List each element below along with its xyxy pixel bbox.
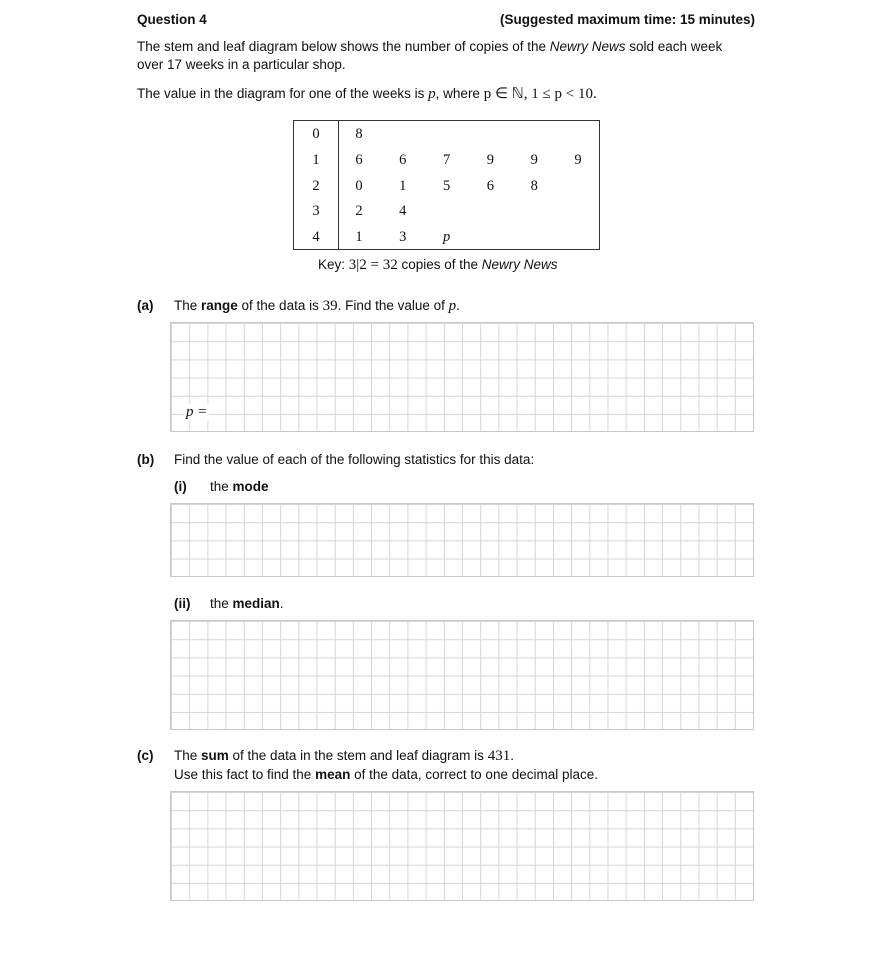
value-text: The value in the diagram for one of the weeks is <box>137 86 429 101</box>
answer-grid-a[interactable] <box>170 322 754 432</box>
leaf-value: 9 <box>486 151 495 168</box>
part-c-period: . <box>510 748 514 763</box>
part-b-i-label: (i) <box>174 479 187 494</box>
part-b-label: (b) <box>137 452 155 467</box>
question-title: Question 4 <box>137 12 207 27</box>
intro-line-2: over 17 weeks in a particular shop. <box>137 57 346 72</box>
part-a-text-mid: of the data is <box>237 298 323 313</box>
part-a-range: range <box>201 298 238 313</box>
leaf-unknown-p: p <box>442 229 451 246</box>
part-b-ii-median: median <box>232 596 280 611</box>
part-b-i-text: the <box>210 479 233 494</box>
suggested-time: (Suggested maximum time: 15 minutes) <box>500 12 756 27</box>
part-a-label: (a) <box>137 298 154 313</box>
part-b-ii-question <box>210 596 284 611</box>
key-text: copies of the <box>397 257 482 272</box>
part-a-text-post: . Find the value of <box>337 298 449 313</box>
leaf-value: 8 <box>530 177 538 194</box>
part-b-i-mode: mode <box>232 479 269 494</box>
part-b-ii-label: (ii) <box>174 596 191 611</box>
value-statement <box>137 84 597 103</box>
stem-value: 1 <box>312 151 320 168</box>
part-c-number: 431 <box>487 748 511 764</box>
leaf-value: 5 <box>442 177 451 194</box>
stem-value: 0 <box>312 126 320 142</box>
part-c-sum: sum <box>201 748 229 763</box>
part-c-mean: mean <box>315 767 351 782</box>
part-c-label: (c) <box>137 748 154 763</box>
leaf-value: 6 <box>486 177 495 194</box>
answer-grid-b-ii[interactable] <box>170 620 754 730</box>
part-a-text: The <box>174 298 202 313</box>
answer-grid-c[interactable] <box>170 791 754 901</box>
key-label: Key: <box>318 257 349 272</box>
leaf-value: 6 <box>399 151 407 168</box>
leaf-value: 4 <box>399 203 407 220</box>
stem-value: 3 <box>312 203 320 220</box>
intro-line-1 <box>137 39 722 54</box>
part-c-text-2-end: of the data, correct to one decimal place. <box>350 767 598 782</box>
part-b-question: Find the value of each of the following statistics for this data: <box>174 452 535 467</box>
leaf-value: 6 <box>355 151 363 168</box>
leaf-value: 8 <box>355 126 363 142</box>
key-newspaper: Newry News <box>481 257 558 272</box>
part-c-text-mid: of the data in the stem and leaf diagram is <box>228 748 488 763</box>
value-text-mid: , where <box>435 86 484 101</box>
stem-leaf-diagram <box>293 120 600 250</box>
variable-p: p <box>428 86 436 102</box>
leaf-value: 1 <box>355 229 363 246</box>
part-a-variable: p <box>448 298 457 314</box>
part-a-number: 39 <box>322 298 338 314</box>
value-condition: p ∈ ℕ, 1 ≤ p < 10. <box>483 86 597 102</box>
leaf-value: 1 <box>399 177 407 194</box>
part-c-line-1 <box>174 748 514 765</box>
part-b-i-question <box>210 479 269 494</box>
leaf-value: 7 <box>442 151 451 168</box>
leaf-value: 9 <box>530 151 538 168</box>
leaf-value: 0 <box>355 177 363 194</box>
part-c-line-2 <box>174 767 598 782</box>
leaf-value: 3 <box>399 229 407 246</box>
part-c-text: The <box>174 748 202 763</box>
leaf-value: 9 <box>574 151 582 168</box>
part-b-ii-text: the <box>210 596 233 611</box>
p-answer-label: p = <box>186 404 208 420</box>
intro-text-end: sold each week <box>625 39 723 54</box>
part-c-text-2: Use this fact to find the <box>174 767 316 782</box>
stem-divider <box>338 121 339 249</box>
answer-grid-b-i[interactable] <box>170 503 754 577</box>
part-a-question <box>174 298 460 315</box>
intro-text: The stem and leaf diagram below shows the number of copies of the <box>137 39 550 54</box>
newspaper-name: Newry News <box>549 39 626 54</box>
stem-value: 4 <box>312 229 320 246</box>
leaf-value: 2 <box>355 203 363 220</box>
stem-leaf-key <box>318 257 558 274</box>
stem-value: 2 <box>312 177 320 194</box>
key-example: 3|2 = 32 <box>348 257 398 273</box>
part-b-ii-period: . <box>279 596 284 611</box>
part-a-period: . <box>456 298 460 313</box>
